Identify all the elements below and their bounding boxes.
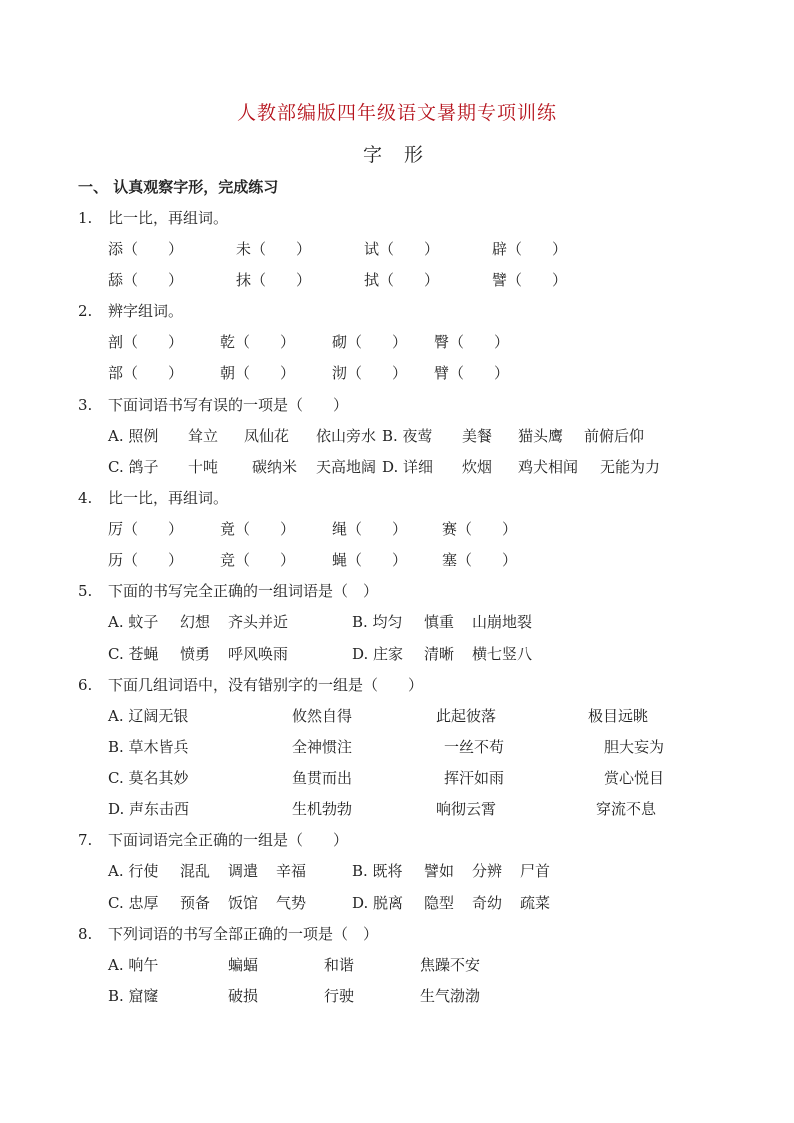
question-text: 下面词语完全正确的一组是（ ） bbox=[108, 831, 349, 849]
word-item: 厉（ ） bbox=[108, 520, 184, 538]
option-item: 预备 bbox=[180, 894, 211, 912]
option-item: 奇幼 bbox=[472, 894, 503, 912]
option-item: 依山旁水 bbox=[316, 427, 377, 445]
option-item: D. 声东击西 bbox=[108, 800, 190, 818]
word-item: 譬（ ） bbox=[492, 271, 568, 289]
option-item: B. 夜莺 bbox=[382, 427, 433, 445]
option-item: C. 苍蝇 bbox=[108, 645, 159, 663]
option-item: 调遣 bbox=[228, 862, 259, 880]
option-item: 一丝不苟 bbox=[444, 738, 505, 756]
question-text: 下面几组词语中，没有错别字的一组是（ ） bbox=[108, 676, 424, 694]
option-item: 行驶 bbox=[324, 987, 355, 1005]
question-text: 下面的书写完全正确的一组词语是（ ） bbox=[108, 582, 379, 600]
word-item: 沏（ ） bbox=[332, 364, 408, 382]
option-item: 清晰 bbox=[424, 645, 455, 663]
option-item: 蝙蝠 bbox=[228, 956, 259, 974]
word-item: 朝（ ） bbox=[220, 364, 296, 382]
word-item: 乾（ ） bbox=[220, 333, 296, 351]
option-item: 横七竖八 bbox=[472, 645, 533, 663]
option-item: 无能为力 bbox=[600, 458, 661, 476]
option-item: 破损 bbox=[228, 987, 259, 1005]
question-number: 7. bbox=[78, 831, 93, 849]
option-item: C. 忠厚 bbox=[108, 894, 159, 912]
option-item: 幻想 bbox=[180, 613, 211, 631]
option-item: 鱼贯而出 bbox=[292, 769, 353, 787]
question-text: 下列词语的书写全部正确的一项是（ ） bbox=[108, 925, 379, 943]
word-item: 添（ ） bbox=[108, 240, 184, 258]
option-item: 饭馆 bbox=[228, 894, 259, 912]
question-text: 辨字组词。 bbox=[108, 302, 184, 320]
question-number: 8. bbox=[78, 925, 93, 943]
word-item: 绳（ ） bbox=[332, 520, 408, 538]
word-item: 蝇（ ） bbox=[332, 551, 408, 569]
option-item: 碳纳米 bbox=[252, 458, 298, 476]
option-item: D. 庄家 bbox=[352, 645, 404, 663]
option-item: 分辨 bbox=[472, 862, 503, 880]
option-item: 十吨 bbox=[188, 458, 219, 476]
option-item: 山崩地裂 bbox=[472, 613, 533, 631]
question-number: 3. bbox=[78, 396, 93, 414]
option-item: 炊烟 bbox=[462, 458, 493, 476]
word-item: 舔（ ） bbox=[108, 271, 184, 289]
section-heading: 一、 认真观察字形，完成练习 bbox=[78, 178, 279, 196]
word-item: 辟（ ） bbox=[492, 240, 568, 258]
option-item: 齐头并近 bbox=[228, 613, 289, 631]
option-item: 和谐 bbox=[324, 956, 355, 974]
option-item: 攸然自得 bbox=[292, 707, 353, 725]
option-item: A. 蚊子 bbox=[108, 613, 159, 631]
option-item: 前俯后仰 bbox=[584, 427, 645, 445]
word-item: 臀（ ） bbox=[434, 333, 510, 351]
option-item: 鸡犬相闻 bbox=[518, 458, 579, 476]
option-item: 呼风唤雨 bbox=[228, 645, 289, 663]
option-item: B. 既将 bbox=[352, 862, 403, 880]
option-item: 耸立 bbox=[188, 427, 219, 445]
word-item: 部（ ） bbox=[108, 364, 184, 382]
option-item: 愤勇 bbox=[180, 645, 211, 663]
word-item: 历（ ） bbox=[108, 551, 184, 569]
word-item: 竞（ ） bbox=[220, 551, 296, 569]
word-item: 塞（ ） bbox=[442, 551, 518, 569]
option-item: 极目远眺 bbox=[588, 707, 649, 725]
option-item: 响彻云霄 bbox=[436, 800, 497, 818]
option-item: C. 莫名其妙 bbox=[108, 769, 189, 787]
option-item: 此起彼落 bbox=[436, 707, 497, 725]
word-item: 剖（ ） bbox=[108, 333, 184, 351]
word-item: 试（ ） bbox=[364, 240, 440, 258]
option-item: A. 响午 bbox=[108, 956, 159, 974]
option-item: B. 窟窿 bbox=[108, 987, 159, 1005]
option-item: A. 照例 bbox=[108, 427, 159, 445]
option-item: 譬如 bbox=[424, 862, 455, 880]
option-item: A. 辽阔无银 bbox=[108, 707, 189, 725]
option-item: 生机勃勃 bbox=[292, 800, 353, 818]
document-subtitle: 字 形 bbox=[362, 144, 432, 166]
option-item: D. 详细 bbox=[382, 458, 434, 476]
option-item: 疏菜 bbox=[520, 894, 551, 912]
word-item: 抹（ ） bbox=[236, 271, 312, 289]
option-item: B. 均匀 bbox=[352, 613, 403, 631]
question-number: 1. bbox=[78, 209, 93, 227]
question-text: 比一比，再组词。 bbox=[108, 209, 229, 227]
word-item: 竟（ ） bbox=[220, 520, 296, 538]
question-number: 4. bbox=[78, 489, 93, 507]
option-item: B. 草木皆兵 bbox=[108, 738, 189, 756]
question-number: 6. bbox=[78, 676, 93, 694]
option-item: 美餐 bbox=[462, 427, 493, 445]
word-item: 砌（ ） bbox=[332, 333, 408, 351]
option-item: C. 鸽子 bbox=[108, 458, 159, 476]
question-text: 下面词语书写有误的一项是（ ） bbox=[108, 396, 349, 414]
option-item: 猫头鹰 bbox=[518, 427, 564, 445]
option-item: 尸首 bbox=[520, 862, 551, 880]
word-item: 未（ ） bbox=[236, 240, 312, 258]
document-title: 人教部编版四年级语文暑期专项训练 bbox=[236, 102, 557, 124]
word-item: 拭（ ） bbox=[364, 271, 440, 289]
option-item: 挥汗如雨 bbox=[444, 769, 505, 787]
question-text: 比一比，再组词。 bbox=[108, 489, 229, 507]
option-item: 辛福 bbox=[276, 862, 307, 880]
question-number: 2. bbox=[78, 302, 93, 320]
option-item: 混乱 bbox=[180, 862, 211, 880]
option-item: 气势 bbox=[276, 894, 307, 912]
option-item: 隐型 bbox=[424, 894, 455, 912]
question-number: 5. bbox=[78, 582, 93, 600]
option-item: 凤仙花 bbox=[244, 427, 290, 445]
option-item: 焦躁不安 bbox=[420, 956, 481, 974]
option-item: 天高地阔 bbox=[316, 458, 377, 476]
option-item: 胆大妄为 bbox=[604, 738, 665, 756]
option-item: 慎重 bbox=[424, 613, 455, 631]
word-item: 臂（ ） bbox=[434, 364, 510, 382]
option-item: 全神惯注 bbox=[292, 738, 353, 756]
option-item: 生气渤渤 bbox=[420, 987, 481, 1005]
word-item: 赛（ ） bbox=[442, 520, 518, 538]
option-item: A. 行使 bbox=[108, 862, 159, 880]
option-item: 穿流不息 bbox=[596, 800, 657, 818]
option-item: 赏心悦目 bbox=[604, 769, 665, 787]
option-item: D. 脱离 bbox=[352, 894, 404, 912]
